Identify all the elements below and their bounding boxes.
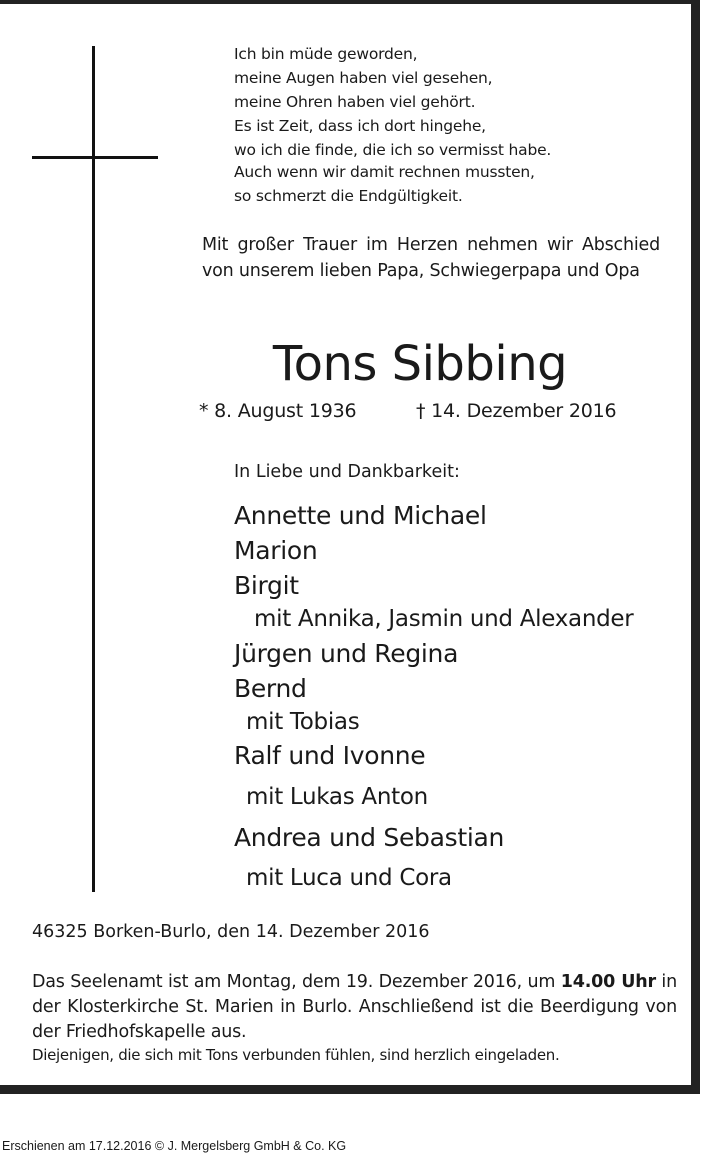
- mourner-line: mit Annika, Jasmin und Alexander: [254, 606, 634, 632]
- cross-bar: [32, 156, 158, 159]
- service-text: in der Klosterkirche St. Marien in Burlo. Anschließend ist die Beerdigung von der Friedhofskapelle aus.: [32, 972, 677, 1042]
- service-time: 14.00 Uhr: [560, 972, 656, 992]
- mourner-line: Andrea und Sebastian: [234, 823, 505, 852]
- mourner-line: Bernd: [234, 674, 307, 703]
- service-notice: [32, 970, 677, 1045]
- poem: [234, 42, 551, 208]
- poem-line: so schmerzt die Endgültigkeit.: [234, 187, 463, 205]
- poem-line: meine Ohren haben viel gehört.: [234, 93, 476, 111]
- mourner-line: Annette und Michael: [234, 501, 487, 530]
- poem-line: Es ist Zeit, dass ich dort hingehe,: [234, 117, 486, 135]
- mourner-line: Jürgen und Regina: [234, 639, 459, 668]
- poem-line: wo ich die finde, die ich so vermisst habe.: [234, 141, 552, 159]
- poem-line: meine Augen haben viel gesehen,: [234, 69, 493, 87]
- poem-line: Auch wenn wir damit rechnen mussten,: [234, 163, 535, 181]
- place-date: 46325 Borken-Burlo, den 14. Dezember 2016: [32, 922, 430, 942]
- mourner-line: Marion: [234, 536, 318, 565]
- mourners-heading: In Liebe und Dankbarkeit:: [234, 462, 460, 482]
- mourner-line: mit Luca und Cora: [246, 865, 452, 891]
- birth-date: * 8. August 1936: [199, 400, 357, 422]
- mourner-line: mit Lukas Anton: [246, 784, 428, 810]
- invitation-text: Diejenigen, die sich mit Tons verbunden fühlen, sind herzlich eingeladen.: [32, 1046, 560, 1064]
- deceased-name: Tons Sibbing: [272, 336, 568, 392]
- cross-icon: [92, 46, 95, 892]
- mourner-line: Birgit: [234, 571, 299, 600]
- mourner-line: Ralf und Ivonne: [234, 741, 426, 770]
- mourner-line: mit Tobias: [246, 709, 360, 735]
- service-text: Das Seelenamt ist am Montag, dem 19. Dezember 2016, um: [32, 972, 561, 992]
- death-date: † 14. Dezember 2016: [416, 400, 617, 422]
- footer-credit: Erschienen am 17.12.2016 © J. Mergelsberg GmbH & Co. KG: [2, 1139, 347, 1153]
- poem-line: Ich bin müde geworden,: [234, 45, 418, 63]
- intro-text: Mit großer Trauer im Herzen nehmen wir Abschied von unserem lieben Papa, Schwiegerpapa und Opa: [202, 235, 660, 281]
